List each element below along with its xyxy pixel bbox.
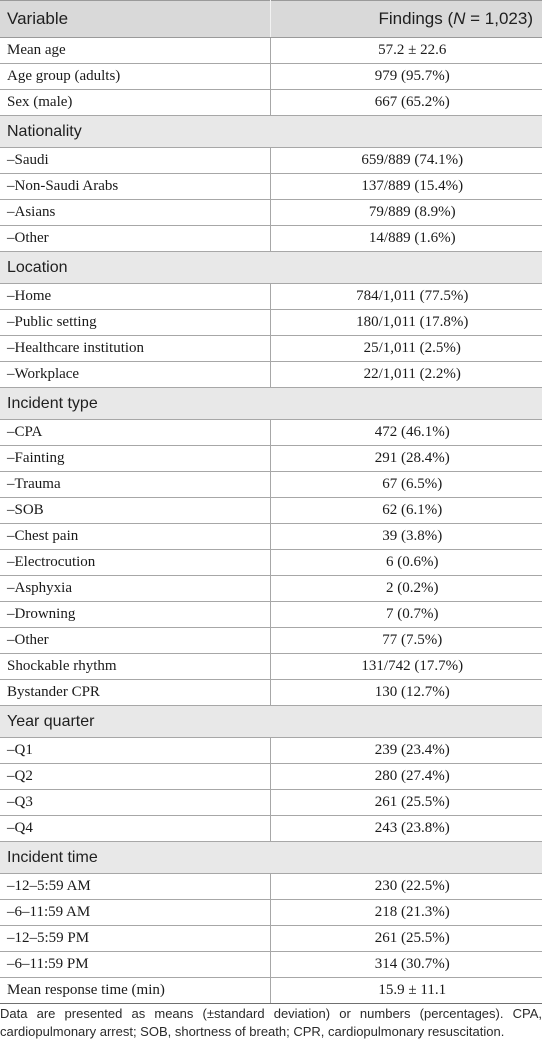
row-variable-cell: –Q2 [0,764,270,790]
table-row [0,952,542,978]
table-row [0,174,542,200]
row-findings-cell: 280 (27.4%) [270,764,542,790]
row-findings-cell: 130 (12.7%) [270,680,542,706]
row-findings-cell: 243 (23.8%) [270,816,542,842]
row-variable-cell: –Fainting [0,446,270,472]
row-findings-cell: 22/1,011 (2.2%) [270,362,542,388]
table-row [0,816,542,842]
row-variable-cell: –Saudi [0,148,270,174]
row-findings-cell: 6 (0.6%) [270,550,542,576]
section-title: Incident type [0,388,542,420]
row-findings-cell: 667 (65.2%) [270,90,542,116]
table-row [0,446,542,472]
section-header-row [0,252,542,284]
row-variable-cell: –SOB [0,498,270,524]
row-variable-cell: –Trauma [0,472,270,498]
table-row [0,472,542,498]
row-variable-cell: –Other [0,628,270,654]
table-row [0,420,542,446]
column-header-findings [270,1,542,38]
table-row [0,926,542,952]
table-row [0,226,542,252]
table-row [0,362,542,388]
table-row [0,900,542,926]
section-header-row [0,388,542,420]
row-findings-cell: 2 (0.2%) [270,576,542,602]
table-row [0,680,542,706]
table-row [0,64,542,90]
row-variable-cell: Bystander CPR [0,680,270,706]
table-header-row [0,1,542,38]
findings-header-suffix: = 1,023) [465,9,533,28]
row-variable-cell: –Chest pain [0,524,270,550]
table-row [0,628,542,654]
row-variable-cell: Shockable rhythm [0,654,270,680]
row-variable-cell: Mean age [0,38,270,64]
section-title: Year quarter [0,706,542,738]
table-body [0,38,542,1004]
row-variable-cell: –Q4 [0,816,270,842]
row-findings-cell: 261 (25.5%) [270,790,542,816]
row-findings-cell: 79/889 (8.9%) [270,200,542,226]
row-findings-cell: 7 (0.7%) [270,602,542,628]
row-findings-cell: 180/1,011 (17.8%) [270,310,542,336]
table-row [0,38,542,64]
row-variable-cell: –Asphyxia [0,576,270,602]
row-findings-cell: 472 (46.1%) [270,420,542,446]
row-findings-cell: 67 (6.5%) [270,472,542,498]
row-findings-cell: 57.2 ± 22.6 [270,38,542,64]
row-variable-cell: –Workplace [0,362,270,388]
row-findings-cell: 62 (6.1%) [270,498,542,524]
row-findings-cell: 218 (21.3%) [270,900,542,926]
table-row [0,978,542,1004]
row-findings-cell: 137/889 (15.4%) [270,174,542,200]
row-findings-cell: 784/1,011 (77.5%) [270,284,542,310]
row-variable-cell: Mean response time (min) [0,978,270,1004]
table-row [0,336,542,362]
row-variable-cell: Age group (adults) [0,64,270,90]
row-variable-cell: –12–5:59 PM [0,926,270,952]
table-row [0,200,542,226]
row-findings-cell: 239 (23.4%) [270,738,542,764]
row-findings-cell: 77 (7.5%) [270,628,542,654]
section-title: Nationality [0,116,542,148]
row-variable-cell: –Other [0,226,270,252]
row-findings-cell: 261 (25.5%) [270,926,542,952]
section-title: Incident time [0,842,542,874]
row-findings-cell: 314 (30.7%) [270,952,542,978]
row-variable-cell: –Electrocution [0,550,270,576]
row-variable-cell: –Healthcare institution [0,336,270,362]
section-title: Location [0,252,542,284]
row-findings-cell: 291 (28.4%) [270,446,542,472]
section-header-row [0,842,542,874]
row-variable-cell: –6–11:59 PM [0,952,270,978]
row-findings-cell: 39 (3.8%) [270,524,542,550]
row-variable-cell: –12–5:59 AM [0,874,270,900]
table-row [0,284,542,310]
table-row [0,498,542,524]
table-row [0,310,542,336]
findings-header-prefix: Findings ( [378,9,454,28]
table-row [0,654,542,680]
table-row [0,764,542,790]
table-row [0,90,542,116]
row-variable-cell: –Home [0,284,270,310]
row-variable-cell: –6–11:59 AM [0,900,270,926]
row-variable-cell: –Q1 [0,738,270,764]
row-variable-cell: –Asians [0,200,270,226]
row-findings-cell: 131/742 (17.7%) [270,654,542,680]
row-variable-cell: –Public setting [0,310,270,336]
row-variable-cell: –Q3 [0,790,270,816]
row-findings-cell: 979 (95.7%) [270,64,542,90]
row-variable-cell: –CPA [0,420,270,446]
table-row [0,550,542,576]
table-row [0,148,542,174]
section-header-row [0,706,542,738]
findings-header-n: N [453,9,466,28]
table-row [0,602,542,628]
row-variable-cell: Sex (male) [0,90,270,116]
table-row [0,738,542,764]
row-findings-cell: 230 (22.5%) [270,874,542,900]
row-variable-cell: –Drowning [0,602,270,628]
row-findings-cell: 659/889 (74.1%) [270,148,542,174]
row-variable-cell: –Non-Saudi Arabs [0,174,270,200]
row-findings-cell: 15.9 ± 11.1 [270,978,542,1004]
row-findings-cell: 25/1,011 (2.5%) [270,336,542,362]
section-header-row [0,116,542,148]
table-row [0,524,542,550]
row-findings-cell: 14/889 (1.6%) [270,226,542,252]
table-footnote: Data are presented as means (±standard deviation) or numbers (percentages). CPA, cardiopulmonary arrest; SOB, shortness of breath; CPR, cardiopulmonary resuscitation. [0,1006,542,1039]
table-row [0,790,542,816]
column-header-variable: Variable [0,1,270,38]
table-row [0,874,542,900]
table-row [0,576,542,602]
